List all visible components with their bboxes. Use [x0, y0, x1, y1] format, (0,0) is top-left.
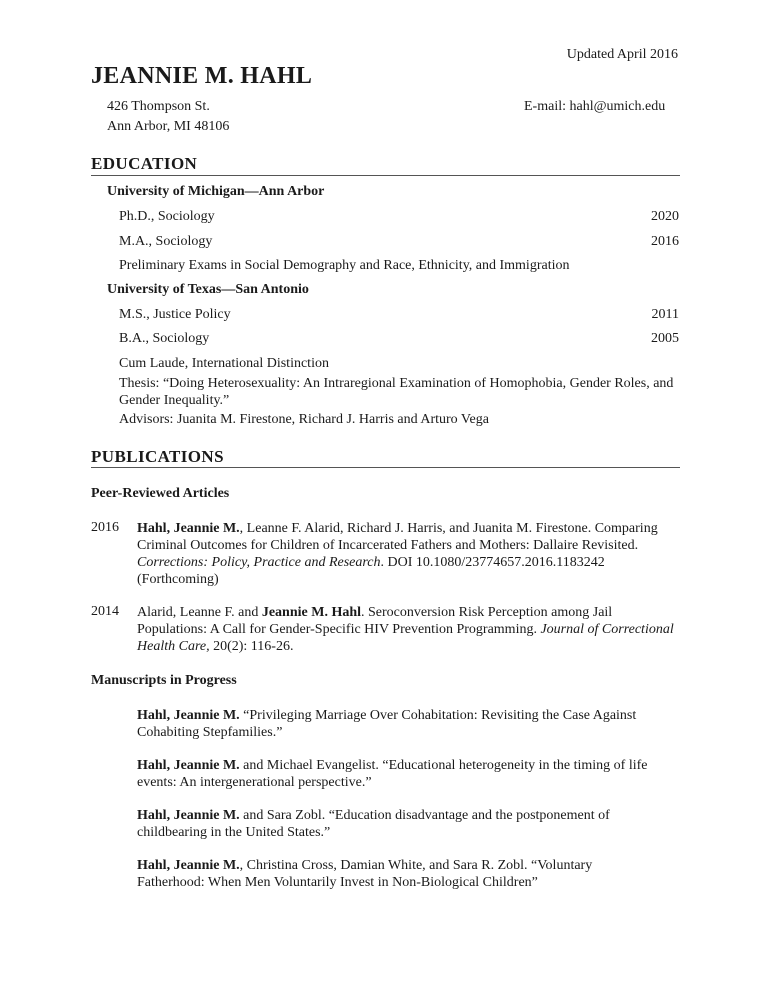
honors: Cum Laude, International Distinction: [119, 356, 329, 371]
author-name: Hahl, Jeannie M.: [137, 808, 240, 823]
email-address: E-mail: hahl@umich.edu: [524, 99, 666, 114]
education-heading: EDUCATION: [91, 154, 198, 173]
manuscript-entry: [137, 757, 672, 791]
degree-label: Ph.D., Sociology: [119, 209, 215, 224]
address-city: Ann Arbor, MI 48106: [107, 119, 230, 134]
degree-row: [119, 307, 679, 323]
journal-name: Journal of Correctional Health Care,: [137, 622, 674, 654]
publication-year: 2014: [91, 604, 119, 619]
citation-text: , Leanne F. Alarid, Richard J. Harris, and Juanita M. Firestone. Comparing Criminal Outcomes for Children of Incarcerated Fathers and Mothers: Dallaire Revisited.: [137, 521, 658, 553]
author-name: Hahl, Jeannie M.: [137, 758, 240, 773]
publications-heading: PUBLICATIONS: [91, 447, 224, 466]
degree-row: [119, 234, 679, 250]
degree-label: M.S., Justice Policy: [119, 307, 231, 322]
address-street: 426 Thompson St.: [107, 99, 210, 114]
citation-text: and Sara Zobl. “Education disadvantage and the postponement of childbearing in the United States.”: [137, 808, 610, 840]
degree-year: 2005: [651, 331, 679, 346]
citation-text: , Christina Cross, Damian White, and Sara R. Zobl. “Voluntary Fatherhood: When Men Voluntarily Invest in Non-Biological Children”: [137, 858, 593, 890]
degree-year: 2020: [651, 209, 679, 224]
prelim-exams: Preliminary Exams in Social Demography and Race, Ethnicity, and Immigration: [119, 258, 570, 273]
author-name: Hahl, Jeannie M.: [137, 708, 240, 723]
peer-reviewed-heading: Peer-Reviewed Articles: [91, 486, 230, 501]
citation-text: and Michael Evangelist. “Educational heterogeneity in the timing of life events: An intergenerational perspective.”: [137, 758, 648, 790]
degree-year: 2011: [651, 307, 679, 322]
degree-label: M.A., Sociology: [119, 234, 213, 249]
education-rule: [91, 175, 680, 176]
publications-rule: [91, 467, 680, 468]
university-michigan: University of Michigan—Ann Arbor: [107, 184, 325, 199]
updated-date: Updated April 2016: [566, 47, 678, 62]
degree-label: B.A., Sociology: [119, 331, 210, 346]
publication-entry: [137, 520, 680, 588]
person-name: JEANNIE M. HAHL: [91, 63, 313, 89]
citation-text: Alarid, Leanne F. and: [137, 605, 262, 620]
citation-text: “Privileging Marriage Over Cohabitation: Revisiting the Case Against Cohabiting Stepfamilies.”: [137, 708, 637, 740]
degree-row: [119, 331, 679, 347]
author-name: Hahl, Jeannie M.: [137, 858, 240, 873]
publication-entry: [137, 604, 680, 655]
thesis: Thesis: “Doing Heterosexuality: An Intraregional Examination of Homophobia, Gender Roles, and Gender Inequality.”: [119, 376, 674, 408]
author-name: Hahl, Jeannie M.: [137, 521, 240, 536]
degree-year: 2016: [651, 234, 679, 249]
university-texas: University of Texas—San Antonio: [107, 282, 309, 297]
publication-year: 2016: [91, 520, 119, 535]
journal-name: Corrections: Policy, Practice and Research: [137, 555, 381, 570]
manuscript-entry: [137, 807, 647, 841]
degree-row: [119, 209, 679, 225]
manuscript-entry: [137, 707, 657, 741]
citation-text: 20(2): 116-26.: [209, 639, 294, 654]
manuscript-entry: [137, 857, 622, 891]
manuscripts-heading: Manuscripts in Progress: [91, 673, 237, 688]
citation-text: . DOI 10.1080/23774657.2016.1183242 (Forthcoming): [137, 555, 605, 587]
citation-text: . Seroconversion Risk Perception among Jail Populations: A Call for Gender-Specific HIV Prevention Programming.: [137, 605, 613, 637]
author-name: Jeannie M. Hahl: [261, 605, 362, 620]
advisors: Advisors: Juanita M. Firestone, Richard J. Harris and Arturo Vega: [119, 412, 489, 427]
